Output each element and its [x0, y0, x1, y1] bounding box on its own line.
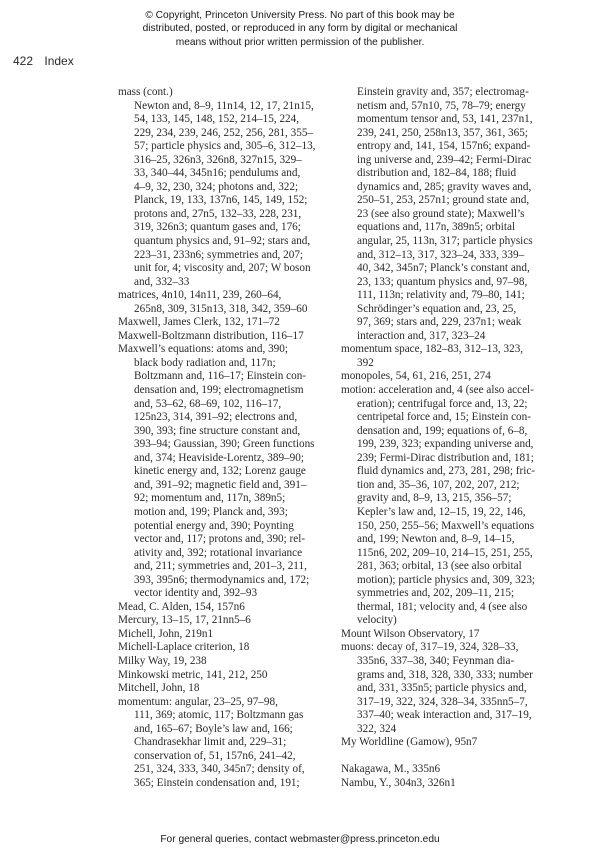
- index-entry-continuation: 250–51, 253, 257n1; ground state and,: [357, 194, 530, 207]
- index-entry: Nambu, Y., 304n3, 326n1: [341, 776, 456, 789]
- index-entry-continuation: 390, 393; fine structure constant and,: [134, 424, 301, 437]
- footer-contact: For general queries, contact webmaster@press.princeton.edu: [160, 834, 440, 845]
- index-entry-continuation: and, 374; Heaviside-Lorentz, 389–90;: [134, 451, 304, 464]
- index-entry-continuation: 40, 342, 345n7; Planck’s constant and,: [357, 262, 530, 275]
- index-entry-continuation: 229, 234, 239, 246, 252, 256, 281, 355–: [134, 126, 313, 139]
- index-entry-continuation: 115n6, 202, 209–10, 214–15, 251, 255,: [357, 546, 533, 559]
- index-entry-continuation: Newton and, 8–9, 11n14, 12, 17, 21n15,: [134, 99, 314, 112]
- index-entry-continuation: angular, 25, 113n, 317; particle physics: [357, 235, 533, 248]
- index-entry-continuation: densation and, 199; equations of, 6–8,: [357, 424, 528, 437]
- index-entry-continuation: fluid dynamics and, 273, 281, 298; fric-: [357, 465, 536, 478]
- index-entry: matrices, 4n10, 14n11, 239, 260–64,: [118, 289, 282, 302]
- index-entry-continuation: 392: [357, 356, 374, 369]
- index-entry-continuation: 319, 326n3; quantum gases and, 176;: [134, 221, 301, 234]
- index-entry-continuation: motion); particle physics and, 309, 323;: [357, 573, 536, 586]
- index-entry-continuation: and, 53–62, 68–69, 102, 116–17,: [134, 397, 282, 410]
- index-entry: Mercury, 13–15, 17, 21nn5–6: [118, 614, 251, 627]
- index-entry: momentum space, 182–83, 312–13, 323,: [341, 343, 524, 356]
- index-entry-continuation: 322, 324: [357, 722, 397, 735]
- index-entry: motion: acceleration and, 4 (see also accel-: [341, 384, 534, 397]
- index-entry: Maxwell-Boltzmann distribution, 116–17: [118, 329, 304, 342]
- index-entry-continuation: interaction and, 317, 323–24: [357, 329, 486, 342]
- index-entry-continuation: and, 331, 335n5; particle physics and,: [357, 682, 527, 695]
- index-gap: [341, 750, 581, 764]
- index-entry-continuation: black body radiation and, 117n;: [134, 356, 276, 369]
- index-entry-continuation: 33, 340–44, 345n16; pendulums and,: [134, 167, 301, 180]
- index-entry-continuation: 54, 133, 145, 148, 152, 214–15, 224,: [134, 113, 300, 126]
- index-entry-continuation: Schrödinger’s equation and, 23, 25,: [357, 302, 517, 315]
- index-entry: Michell-Laplace criterion, 18: [118, 641, 250, 654]
- index-entry: Mount Wilson Observatory, 17: [341, 627, 480, 640]
- index-entry-continuation: 393–94; Gaussian, 390; Green functions: [134, 438, 315, 451]
- index-entry-continuation: entropy and, 141, 154, 157n6; expand-: [357, 140, 531, 153]
- index-entry-continuation: 57; particle physics and, 305–6, 312–13,: [134, 140, 316, 153]
- index-entry-continuation: thermal, 181; velocity and, 4 (see also: [357, 600, 528, 613]
- index-entry: Michell, John, 219n1: [118, 627, 214, 640]
- index-entry-continuation: and, 165–67; Boyle’s law and, 166;: [134, 722, 293, 735]
- index-entry-continuation: 365; Einstein condensation and, 191;: [134, 776, 300, 789]
- index-entry-continuation: 92; momentum and, 117n, 389n5;: [134, 492, 286, 505]
- index-entry: Nakagawa, M., 335n6: [341, 763, 441, 776]
- index-entry-continuation: eration); centrifugal force and, 13, 22;: [357, 397, 528, 410]
- copyright-line: © Copyright, Princeton University Press. No part of this book may be: [145, 10, 455, 21]
- index-entry-continuation: 23, 133; quantum physics and, 97–98,: [357, 275, 528, 288]
- index-entry-continuation: motion and, 199; Planck and, 393;: [134, 505, 288, 518]
- copyright-line: means without prior written permission of the publisher.: [175, 36, 425, 48]
- index-entry-continuation: 4–9, 32, 230, 324; photons and, 322;: [134, 180, 299, 193]
- running-header: [13, 54, 74, 68]
- index-entry-continuation: and, 199; Newton and, 8–9, 14–15,: [357, 533, 515, 546]
- index-entry-continuation: netism and, 57n10, 75, 78–79; energy: [357, 99, 526, 112]
- index-entry-continuation: 150, 250, 255–56; Maxwell’s equations: [357, 519, 535, 532]
- index-entry: Milky Way, 19, 238: [118, 654, 207, 667]
- index-entry-continuation: 239, 241, 250, 258n13, 357, 361, 365;: [357, 126, 528, 139]
- index-entry: My Worldline (Gamow), 95n7: [341, 736, 478, 749]
- index-entry-continuation: Boltzmann and, 116–17; Einstein con-: [134, 370, 307, 383]
- page-number: 422: [13, 54, 34, 68]
- index-entry-continuation: Kepler’s law and, 12–15, 19, 22, 146,: [357, 505, 526, 518]
- index-entry-continuation: 393, 395n6; thermodynamics and, 172;: [134, 573, 310, 586]
- index-entry: Mitchell, John, 18: [118, 682, 200, 695]
- index-entry-continuation: 97, 369; stars and, 229, 237n1; weak: [357, 316, 522, 329]
- index-entry-continuation: ativity and, 392; rotational invariance: [134, 546, 303, 559]
- index-entry-continuation: potential energy and, 390; Poynting: [134, 519, 294, 532]
- index-entry-continuation: and, 312–13, 317, 323–24, 333, 339–: [357, 248, 525, 261]
- index-entry-continuation: and, 332–33: [134, 275, 190, 288]
- index-entry-continuation: 317–19, 322, 324, 328–34, 335nn5–7,: [357, 695, 528, 708]
- index-column-left: [118, 86, 356, 790]
- index-entry-continuation: densation and, 199; electromagnetism: [134, 384, 304, 397]
- index-entry: muons: decay of, 317–19, 324, 328–33,: [341, 641, 519, 654]
- index-entry-continuation: 125n23, 314, 391–92; electrons and,: [134, 411, 298, 424]
- index-entry-continuation: centripetal force and, 15; Einstein con-: [357, 411, 531, 424]
- index-entry: monopoles, 54, 61, 216, 251, 274: [341, 370, 491, 383]
- index-entry-continuation: 111, 369; atomic, 117; Boltzmann gas: [134, 709, 304, 722]
- index-entry: mass (cont.): [118, 86, 173, 98]
- index-entry: momentum: angular, 23–25, 97–98,: [118, 695, 278, 708]
- index-entry-continuation: dynamics and, 285; gravity waves and,: [357, 180, 532, 193]
- index-entry-continuation: tion and, 35–36, 107, 202, 207, 212;: [357, 478, 520, 491]
- index-entry-continuation: Einstein gravity and, 357; electromag-: [357, 86, 529, 98]
- index-entry-continuation: symmetries and, 202, 209–11, 215;: [357, 587, 515, 600]
- copyright-notice: [135, 9, 465, 49]
- index-entry-continuation: distribution and, 182–84, 188; fluid: [357, 167, 517, 180]
- index-entry-continuation: 199, 239, 323; expanding universe and,: [357, 438, 534, 451]
- index-entry-continuation: unit for, 4; viscosity and, 207; W boson: [134, 262, 311, 275]
- index-entry-continuation: ing universe and, 239–42; Fermi-Dirac: [357, 153, 532, 166]
- index-entry-continuation: 111, 113n; relativity and, 79–80, 141;: [357, 289, 525, 302]
- index-entry-continuation: vector and, 117; protons and, 390; rel-: [134, 533, 306, 546]
- index-entry-continuation: Planck, 19, 133, 137n6, 145, 149, 152;: [134, 194, 308, 207]
- index-entry-continuation: and, 211; symmetries and, 201–3, 211,: [134, 560, 307, 573]
- copyright-line: distributed, posted, or reproduced in any form by digital or mechanical: [142, 23, 458, 35]
- index-entry-continuation: 223–31, 233n6; symmetries and, 207;: [134, 248, 304, 261]
- index-entry-continuation: kinetic energy and, 132; Lorenz gauge: [134, 465, 306, 478]
- index-entry-continuation: conservation of, 51, 157n6, 241–42,: [134, 749, 296, 762]
- index-entry-continuation: quantum physics and, 91–92; stars and,: [134, 235, 311, 248]
- section-title: Index: [44, 54, 74, 68]
- index-entry-continuation: vector identity and, 392–93: [134, 587, 258, 600]
- index-entry: Minkowski metric, 141, 212, 250: [118, 668, 268, 681]
- index-entry-continuation: 281, 363; orbital, 13 (see also orbital: [357, 560, 522, 573]
- index-entry-continuation: 23 (see also ground state); Maxwell’s: [357, 207, 525, 220]
- index-entry-continuation: 335n6, 337–38, 340; Feynman dia-: [357, 654, 515, 667]
- index-entry-continuation: gravity and, 8–9, 13, 215, 356–57;: [357, 492, 512, 505]
- index-entry-continuation: velocity): [357, 614, 397, 627]
- index-entry-continuation: and, 391–92; magnetic field and, 391–: [134, 478, 307, 491]
- index-column-right: [341, 86, 581, 790]
- index-entry-continuation: 316–25, 326n3, 326n8, 327n15, 329–: [134, 153, 302, 166]
- index-entry: Maxwell’s equations: atoms and, 390;: [118, 343, 288, 356]
- index-entry-continuation: 337–40; weak interaction and, 317–19,: [357, 709, 532, 722]
- index-entry: Maxwell, James Clerk, 132, 171–72: [118, 316, 280, 329]
- index-entry-continuation: protons and, 27n5, 132–33, 228, 231,: [134, 207, 302, 220]
- index-entry-continuation: grams and, 318, 328, 330, 333; number: [357, 668, 533, 681]
- index-entry-continuation: equations and, 117n, 389n5; orbital: [357, 221, 516, 234]
- index-entry-continuation: 251, 324, 333, 340, 345n7; density of,: [134, 763, 305, 776]
- index-entry: Mead, C. Alden, 154, 157n6: [118, 600, 245, 613]
- index-entry-continuation: 239; Fermi-Dirac distribution and, 181;: [357, 451, 534, 464]
- index-entry-continuation: momentum tensor and, 53, 141, 237n1,: [357, 113, 533, 126]
- index-entry-continuation: Chandrasekhar limit and, 229–31;: [134, 736, 287, 749]
- index-entry-continuation: 265n8, 309, 315n13, 318, 342, 359–60: [134, 302, 308, 315]
